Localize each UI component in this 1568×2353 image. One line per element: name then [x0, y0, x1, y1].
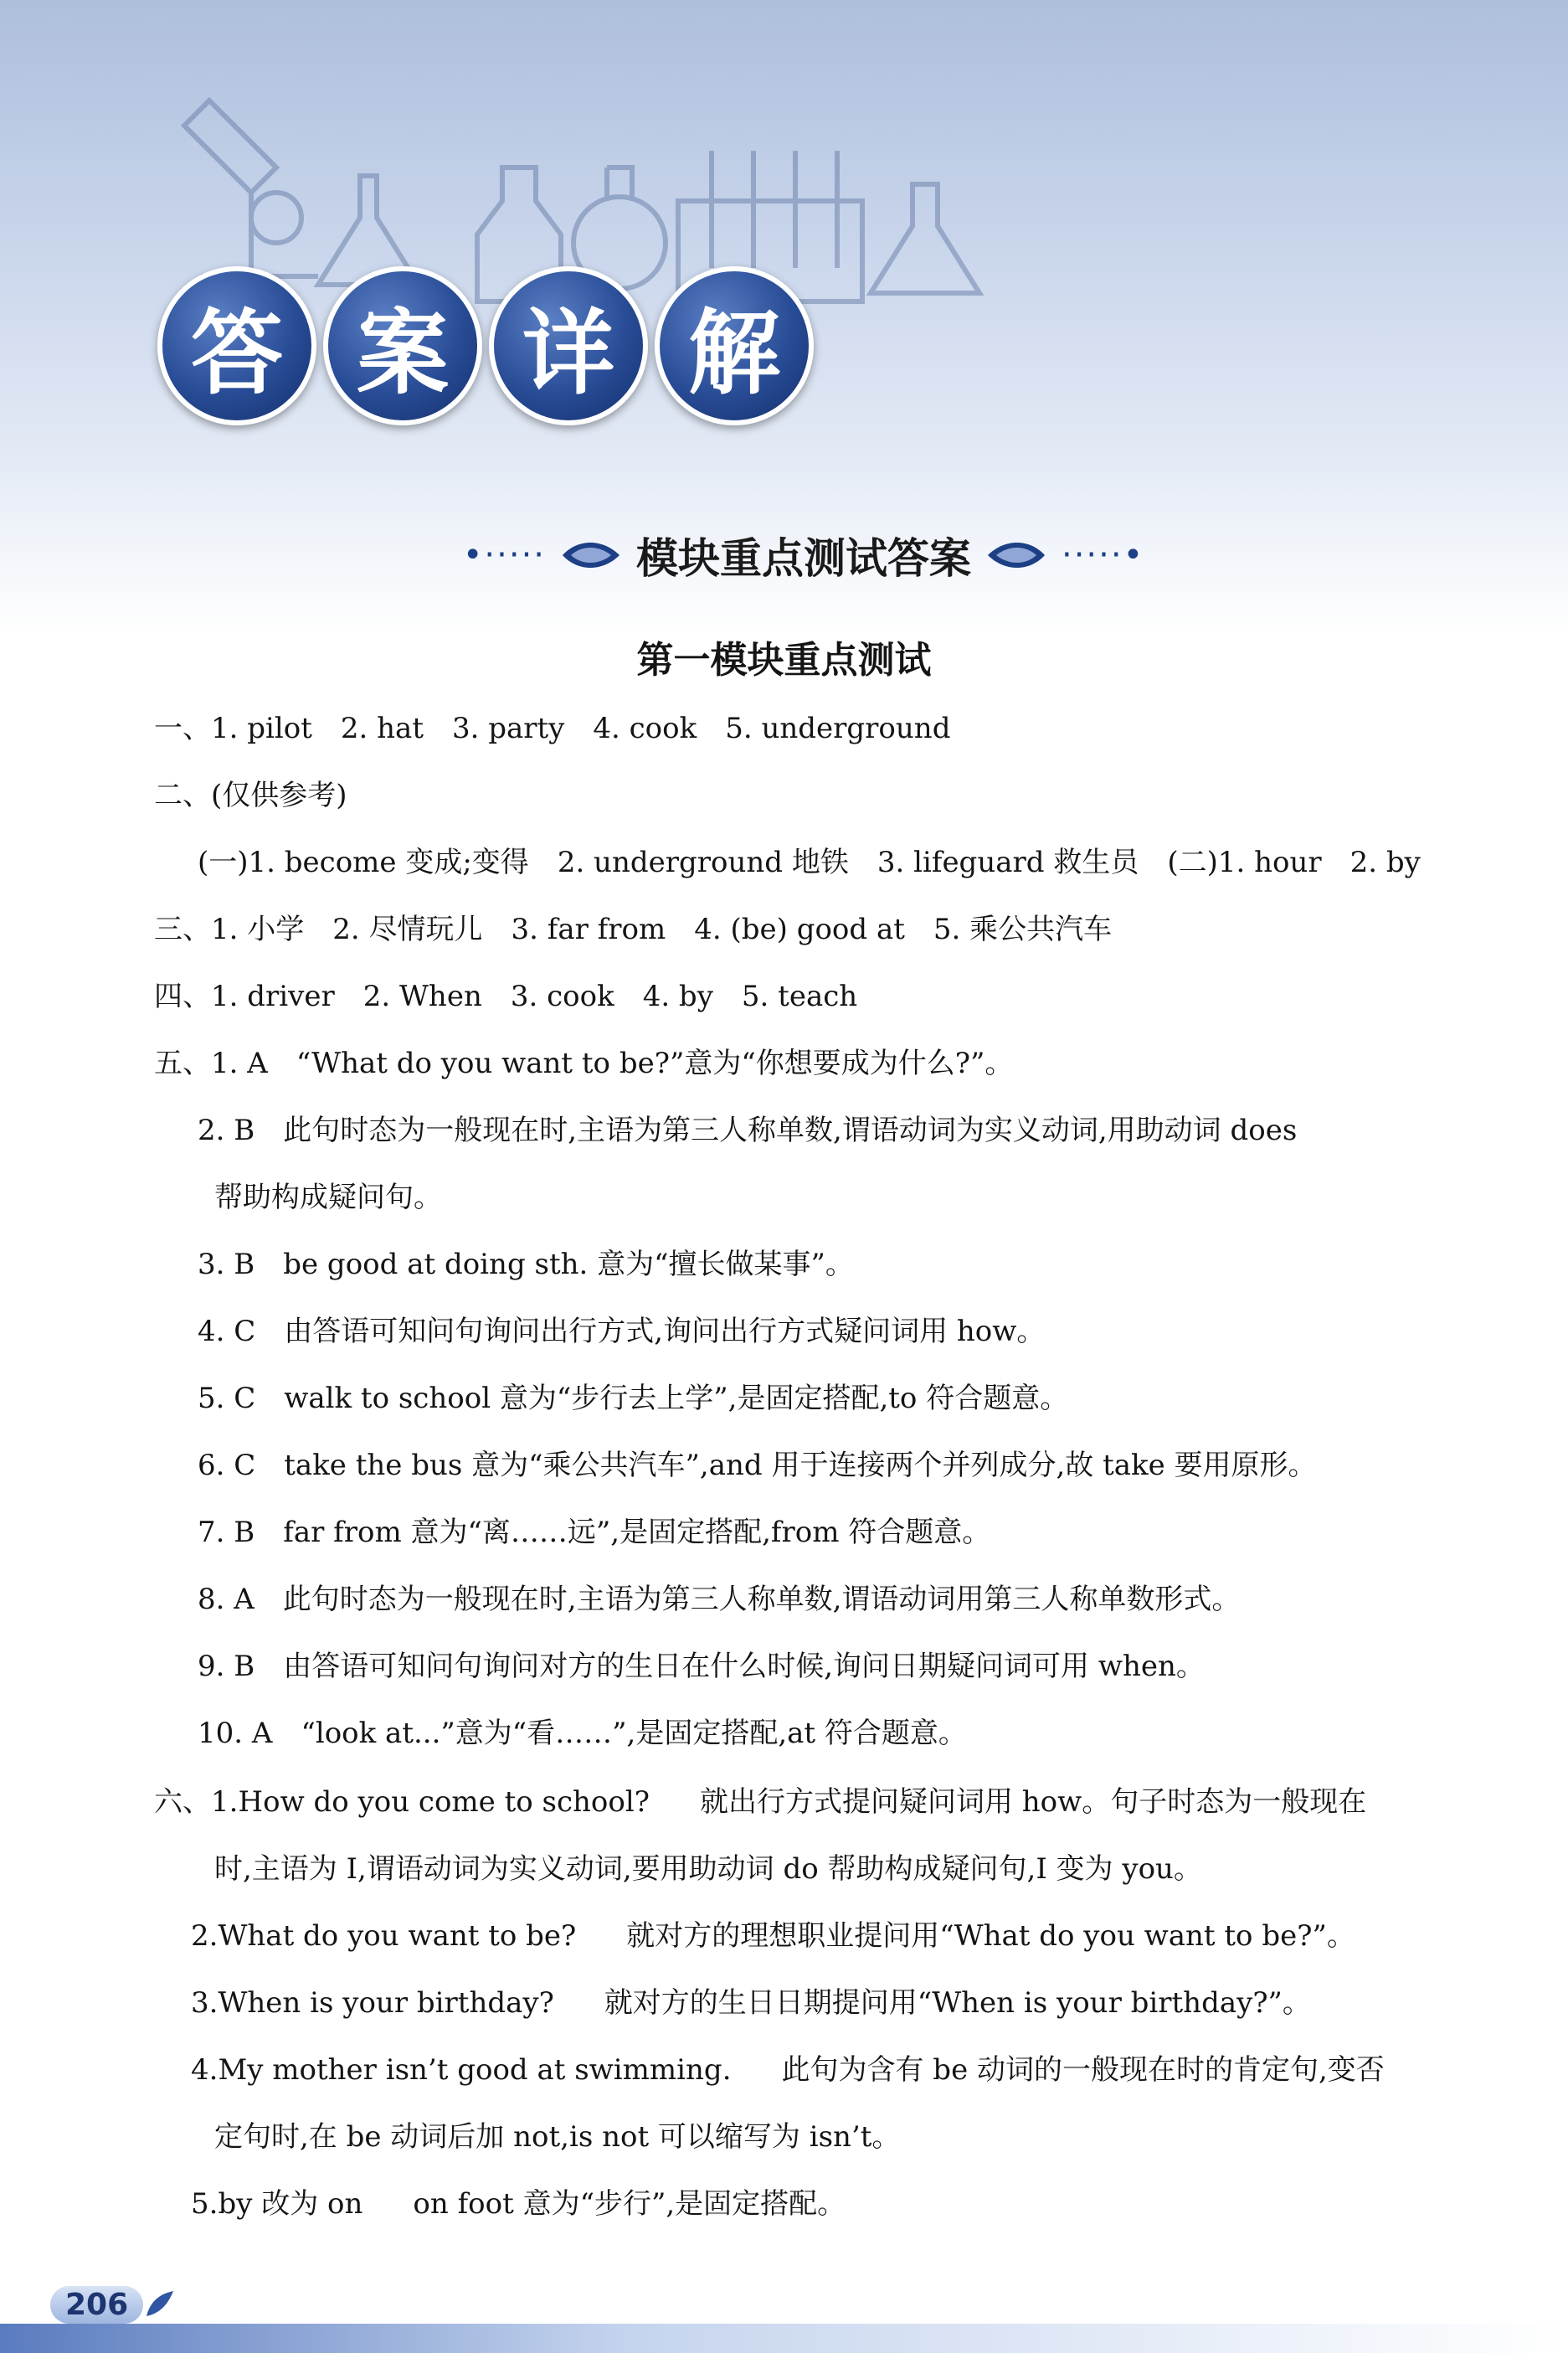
item-answer: My mother isn’t good at swimming. [218, 2053, 732, 2087]
item-explanation: 就出行方式提问疑问词用 how。句子时态为一般现在 [699, 1785, 1367, 1819]
item-number: 4. [191, 2053, 218, 2087]
item-answer: How do you come to school? [238, 1785, 650, 1819]
q5-item [198, 1373, 1068, 1424]
answer-item: 4. cook [593, 712, 697, 745]
answer-item: 1. 小学 [211, 913, 305, 946]
item-explanation: take the bus 意为“乘公共汽车”,and 用于连接两个并列成分,故 take 要用原形。 [284, 1449, 1317, 1482]
item-explanation: 此句时态为一般现在时,主语为第三人称单数,谓语动词用第三人称单数形式。 [282, 1583, 1241, 1616]
item-number: 5. C [198, 1382, 256, 1415]
item-number: 8. A [198, 1583, 254, 1616]
left-swoosh-icon [561, 538, 621, 572]
q5-item-continued [214, 1172, 442, 1223]
q5-item [198, 1105, 1297, 1156]
item-answer: by 改为 on [218, 2187, 363, 2221]
left-dots-decoration: •····· [462, 536, 546, 574]
answer-item: 1. become 变成;变得 [248, 846, 529, 879]
q2-line [154, 770, 347, 821]
answer-item: 3. lifeguard 救生员 [877, 846, 1139, 879]
item-answer: What do you want to be? [218, 1919, 577, 1953]
item-number: 10. A [198, 1717, 273, 1750]
right-dots-decoration: ·····• [1062, 536, 1145, 574]
page-number-text: 206 [50, 2286, 143, 2324]
answer-item: 4. (be) good at [694, 913, 905, 946]
answer-item: 4. by [642, 980, 713, 1013]
item-number: 1. A [211, 1047, 268, 1080]
q6-number: 六、 [154, 1785, 211, 1819]
answer-item: 1. hour [1217, 846, 1322, 879]
item-explanation: 此句时态为一般现在时,主语为第三人称单数,谓语动词为实义动词,用助动词 does [283, 1114, 1298, 1147]
answer-item: 3. party [451, 712, 565, 745]
item-explanation: on foot 意为“步行”,是固定搭配。 [413, 2187, 846, 2221]
q5-item [198, 1641, 1205, 1691]
part-label: (一) [198, 846, 249, 879]
q5-item [198, 1708, 967, 1758]
item-explanation: 由答语可知问句询问对方的生日在什么时候,询问日期疑问词可用 when。 [283, 1650, 1205, 1683]
item-explanation: 此句为含有 be 动词的一般现在时的肯定句,变否 [781, 2053, 1385, 2087]
title-char: 答 [157, 266, 316, 425]
q3-line [154, 904, 1112, 955]
item-explanation-cont: 帮助构成疑问句。 [214, 1181, 442, 1214]
answer-item: 5. 乘公共汽车 [933, 913, 1113, 946]
item-number: 4. C [198, 1315, 256, 1348]
q3-number: 三、 [154, 913, 211, 946]
item-number: 3. B [198, 1248, 255, 1281]
answer-item: 3. far from [511, 913, 666, 946]
q5-item [198, 1306, 1045, 1357]
q6-item-continued [214, 1844, 1202, 1894]
item-explanation: 由答语可知问句询问出行方式,询问出行方式疑问词用 how。 [284, 1315, 1046, 1348]
section-title: 第一模块重点测试 [636, 639, 932, 682]
q5-item [198, 1440, 1317, 1491]
q4-number: 四、 [154, 980, 211, 1013]
q5-item [198, 1574, 1240, 1624]
page-number [50, 2279, 184, 2330]
banner-title [157, 266, 814, 425]
item-explanation: far from 意为“离……远”,是固定搭配,from 符合题意。 [283, 1516, 991, 1549]
item-number: 6. C [198, 1449, 256, 1482]
q1-number: 一、 [154, 712, 211, 745]
item-number: 1. [211, 1785, 239, 1819]
q6-item [154, 1777, 1366, 1827]
q6-item-continued [214, 2112, 900, 2162]
answer-item: 2. When [362, 980, 482, 1013]
item-number: 5. [191, 2187, 218, 2221]
item-explanation: “What do you want to be?”意为“你想要成为什么?”。 [296, 1047, 1014, 1080]
answer-item: 2. by [1350, 846, 1421, 879]
item-explanation-cont: 定句时,在 be 动词后加 not,is not 可以缩写为 isn’t。 [214, 2120, 901, 2154]
right-swoosh-icon [986, 538, 1046, 572]
q6-item [191, 1911, 1355, 1961]
item-explanation: 就对方的生日日期提问用“When is your birthday?”。 [604, 1986, 1311, 2020]
item-explanation-cont: 时,主语为 I,谓语动词为实义动词,要用助动词 do 帮助构成疑问句,I 变为 you。 [214, 1852, 1202, 1886]
answer-item: 5. teach [741, 980, 858, 1013]
item-explanation: be good at doing sth. 意为“擅长做某事”。 [283, 1248, 854, 1281]
q2-answers-line [198, 837, 1421, 888]
q6-item [191, 1978, 1311, 2028]
answer-item: 2. hat [340, 712, 424, 745]
answer-item: 3. cook [510, 980, 614, 1013]
footer-bar [0, 2324, 1568, 2353]
item-number: 9. B [198, 1650, 255, 1683]
item-explanation: “look at...”意为“看……”,是固定搭配,at 符合题意。 [301, 1717, 967, 1750]
q5-number: 五、 [154, 1047, 211, 1080]
q6-item [191, 2179, 846, 2229]
answer-item: 1. driver [211, 980, 335, 1013]
item-explanation: 就对方的理想职业提问用“What do you want to be?”。 [626, 1919, 1355, 1953]
q2-note: (仅供参考) [211, 779, 347, 812]
item-explanation: walk to school 意为“步行去上学”,是固定搭配,to 符合题意。 [284, 1382, 1069, 1415]
module-header [444, 526, 1164, 584]
answer-item: 2. underground 地铁 [557, 846, 849, 879]
title-char: 详 [489, 266, 648, 425]
leaf-icon [143, 2288, 177, 2321]
title-char: 解 [655, 266, 814, 425]
item-number: 2. B [198, 1114, 255, 1147]
part-label: (二) [1167, 846, 1218, 879]
q4-line [154, 971, 857, 1022]
title-char: 案 [323, 266, 482, 425]
q1-line [154, 703, 950, 754]
q2-number: 二、 [154, 779, 211, 812]
q6-item [191, 2045, 1385, 2095]
answer-item: 1. pilot [211, 712, 312, 745]
module-header-text: 模块重点测试答案 [636, 534, 971, 583]
item-number: 3. [191, 1986, 218, 2020]
item-number: 7. B [198, 1516, 255, 1549]
answer-item: 5. underground [725, 712, 951, 745]
q5-item [154, 1038, 1013, 1089]
item-number: 2. [191, 1919, 218, 1953]
q5-item [198, 1239, 854, 1290]
answer-item: 2. 尽情玩儿 [332, 913, 483, 946]
q5-item [198, 1507, 990, 1558]
item-answer: When is your birthday? [218, 1986, 554, 2020]
